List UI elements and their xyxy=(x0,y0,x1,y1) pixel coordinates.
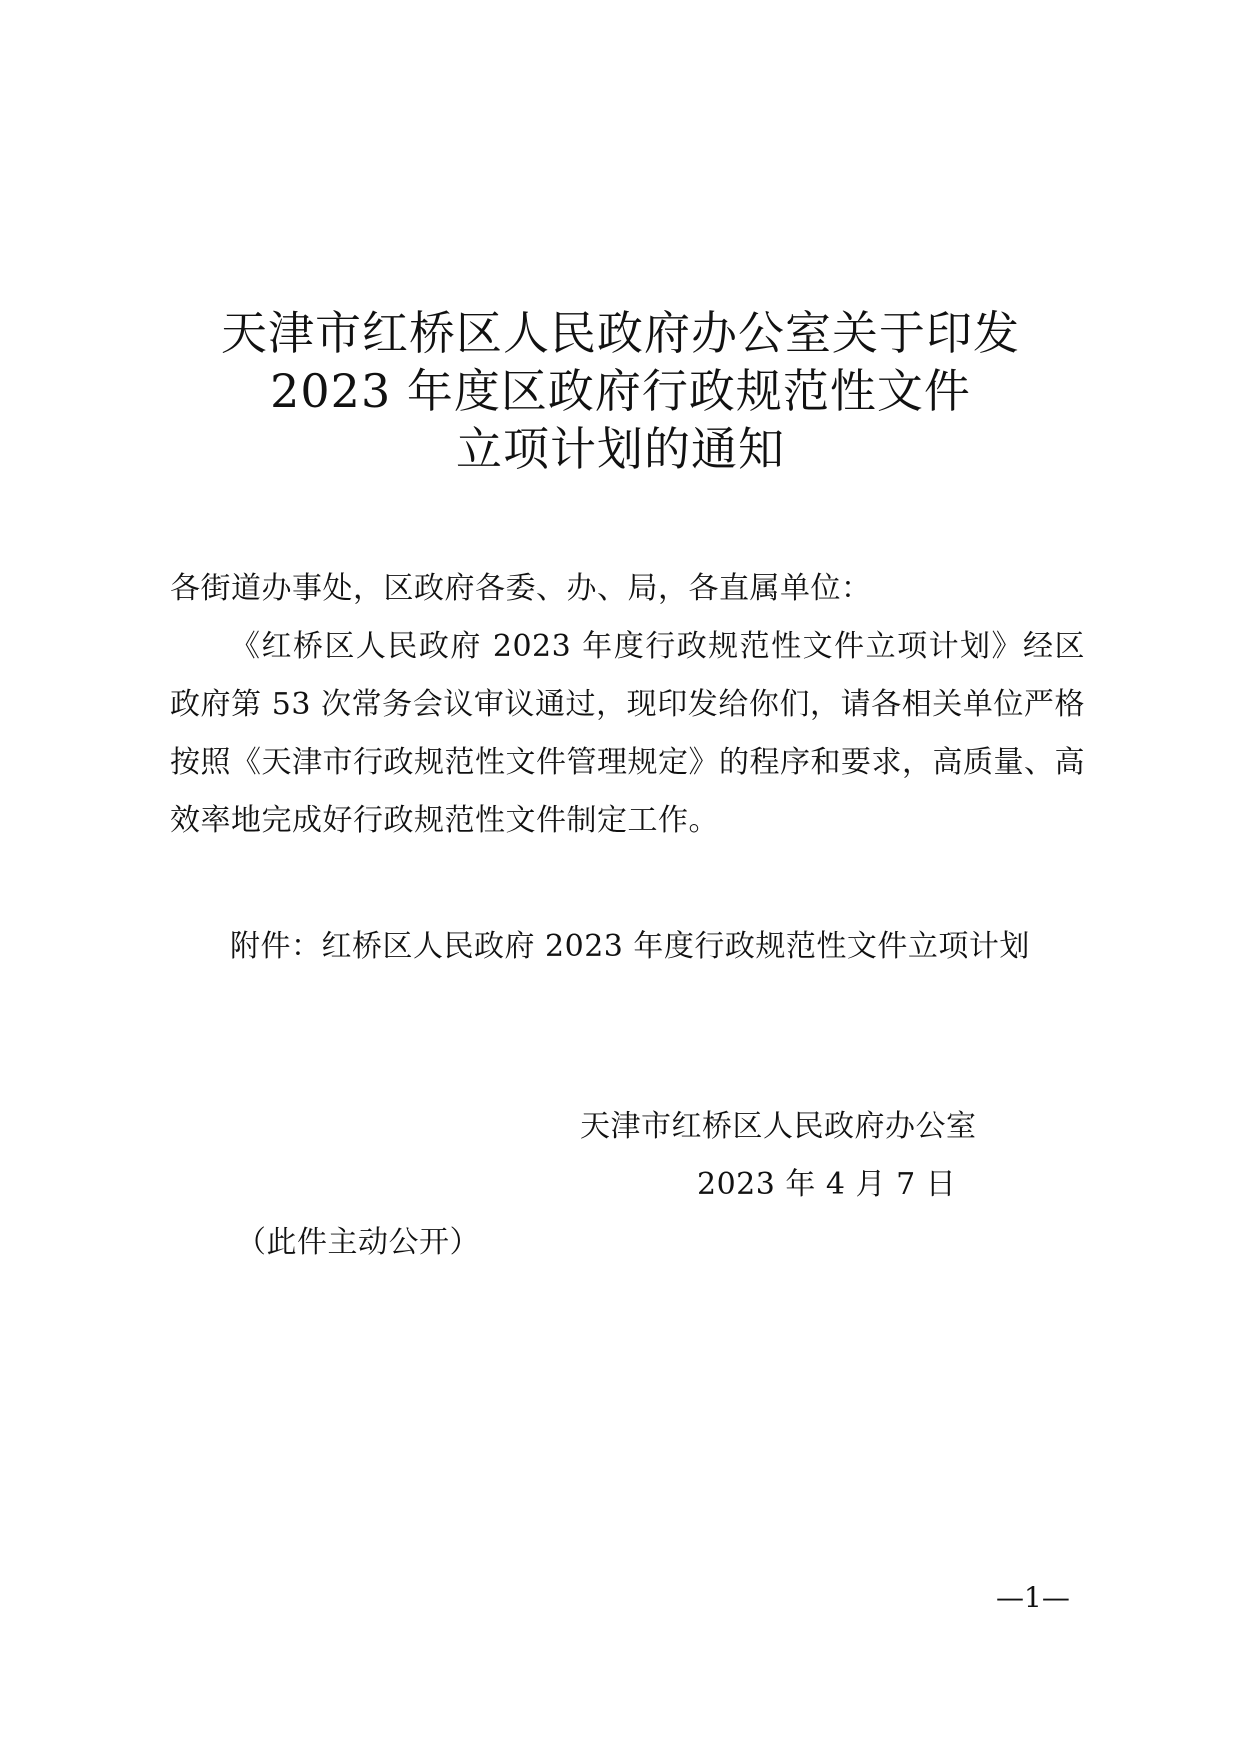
issuer-name: 天津市红桥区人民政府办公室 xyxy=(580,1109,977,1144)
issue-date: 2023 年 4 月 7 日 xyxy=(697,1167,957,1202)
disclosure-note: （此件主动公开） xyxy=(236,1225,480,1260)
document-title xyxy=(0,304,1241,478)
title-line-1: 天津市红桥区人民政府办公室关于印发 xyxy=(221,306,1020,360)
title-line-2: 2023 年度区政府行政规范性文件 xyxy=(270,364,971,418)
body-paragraph: 《红桥区人民政府 2023 年度行政规范性文件立项计划》经区政府第 53 次常务会议审议通过，现印发给你们，请各相关单位严格按照《天津市行政规范性文件管理规定》的程序和要求，高质量、高效率地完成好行政规范性文件制定工作。 xyxy=(170,629,1085,838)
salutation: 各街道办事处，区政府各委、办、局，各直属单位： xyxy=(170,571,872,606)
title-line-3: 立项计划的通知 xyxy=(456,422,785,476)
attachment-line: 附件：红桥区人民政府 2023 年度行政规范性文件立项计划 xyxy=(230,929,1030,964)
page-number: —1— xyxy=(996,1581,1070,1614)
